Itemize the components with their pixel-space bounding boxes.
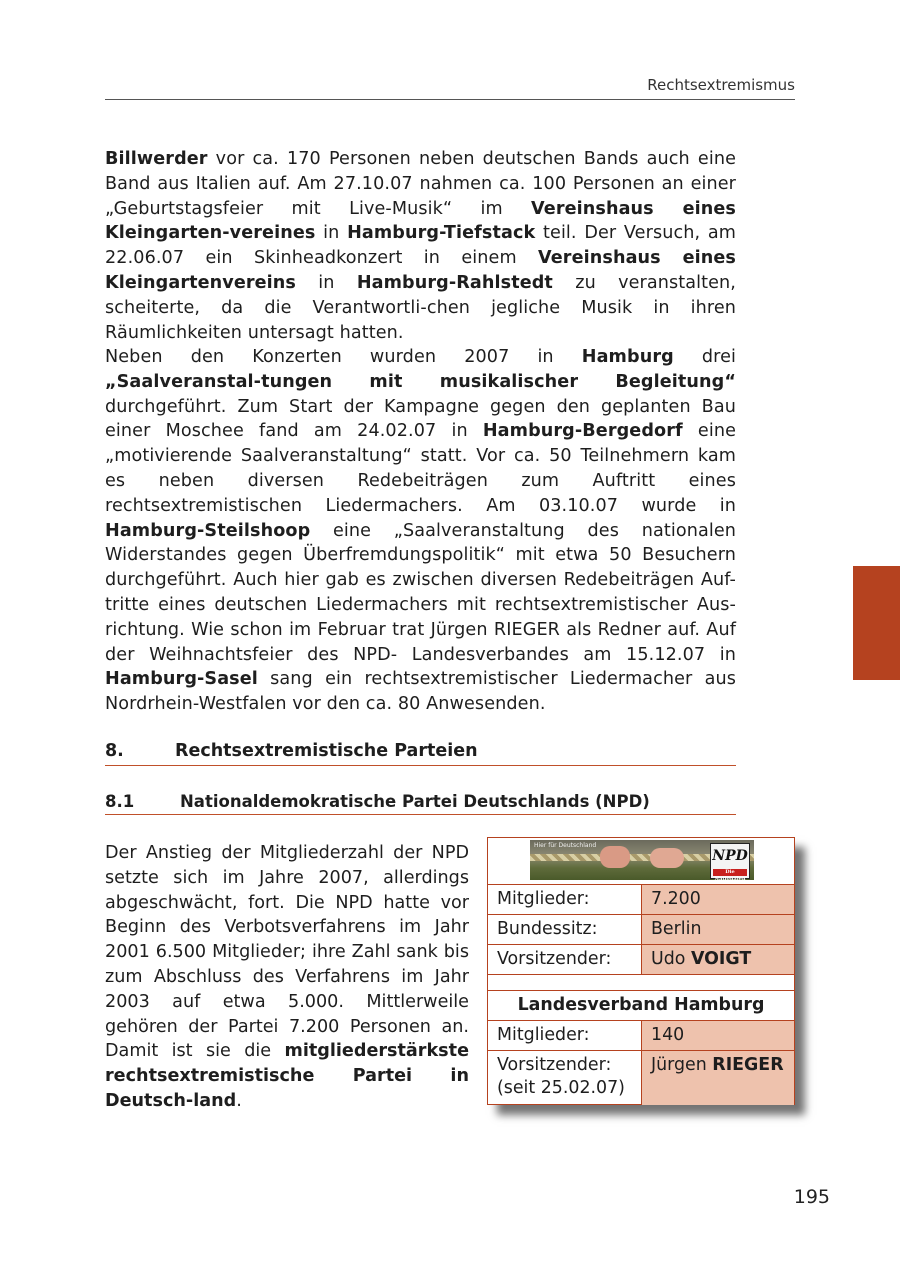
logo-subtext: Die Nationalen bbox=[714, 869, 746, 880]
npd-logo bbox=[710, 843, 750, 879]
text-run: Neben den Konzerten wurden 2007 in bbox=[105, 347, 582, 367]
bold-text-run: Hamburg-Bergedorf bbox=[482, 421, 683, 442]
bold-text-run: Hamburg-Rahlstedt bbox=[356, 272, 553, 293]
text-run: eine „motivierende Saalveranstaltung“ statt. Vor ca. 50 Teilnehmern kam es neben diversen Redebeiträgen zum Auftritt eines rechtsextremistischen Liedermachers. Am 03.10.07 wurde in bbox=[105, 421, 736, 516]
text-run: eine „Saalveranstaltung des nationalen Widerstandes gegen Überfremdungspolitik“ mit etwa 50 Besuchern durchgeführt. Auch hier gab es zwischen diversen Redebeiträgen Auf-tritte eines deutschen Liedermachers mit rechtsextremistischer Aus-richtung. Wie schon im Februar trat Jürgen RIEGER als Redner auf. Auf der Weihnachtsfeier des NPD- Landesverbandes am 15.12.07 in bbox=[105, 520, 736, 665]
regional-members-label: Mitglieder: bbox=[497, 1025, 590, 1045]
chair-value bbox=[641, 945, 794, 975]
infobox-regional-heading: Landesverband Hamburg bbox=[488, 990, 794, 1021]
text-run: . bbox=[236, 1090, 242, 1111]
bold-text-run: mitgliederstärkste rechtsextremistische Partei in Deutsch-land bbox=[105, 1041, 469, 1111]
text-run: durchgeführt. Zum Start der Kampagne gegen den geplanten Bau einer Moschee fand am 24.02.07 in bbox=[105, 396, 736, 442]
chair-first-name: Udo bbox=[651, 949, 686, 969]
regional-chair-title: Vorsitzender: bbox=[497, 1055, 612, 1075]
regional-chair-last-name: RIEGER bbox=[712, 1055, 784, 1075]
logo-text: NPD bbox=[712, 848, 748, 864]
running-head: Rechtsextremismus bbox=[105, 76, 795, 100]
hand-graphic bbox=[650, 848, 684, 868]
infobox-row-regional-members bbox=[488, 1020, 794, 1051]
text-run: drei bbox=[673, 347, 736, 367]
section-heading-8 bbox=[105, 741, 736, 766]
seat-value: Berlin bbox=[641, 915, 794, 945]
bold-text-run: Hamburg-Tiefstack bbox=[347, 223, 536, 244]
section-title: Rechtsextremistische Parteien bbox=[175, 741, 478, 761]
infobox-spacer-row bbox=[488, 974, 794, 991]
regional-chair-since: (seit 25.02.07) bbox=[497, 1078, 625, 1098]
text-run: Der Anstieg der Mitgliederzahl der NPD setzte sich im Jahre 2007, allerdings abgeschwächt, fort. Die NPD hatte vor Beginn des Verbotsverfahrens im Jahr 2001 6.500 Mitglieder; ihre Zahl sank bis zum Abschluss des Verfahrens im Jahr 2003 auf etwa 5.000. Mittlerweile gehören der Partei 7.200 Personen an. Damit ist sie die bbox=[105, 843, 469, 1062]
infobox-row-chair bbox=[488, 944, 794, 975]
seat-label: Bundessitz: bbox=[497, 919, 598, 939]
subsection-number: 8.1 bbox=[105, 792, 135, 811]
body-paragraph-concerts bbox=[105, 147, 736, 345]
chapter-tab-marker bbox=[853, 566, 900, 680]
members-label: Mitglieder: bbox=[497, 889, 590, 909]
infobox-row-seat bbox=[488, 914, 794, 945]
npd-infobox bbox=[487, 837, 795, 1105]
bold-text-run: Vereinshaus eines Kleingartenvereins bbox=[105, 248, 736, 293]
infobox-row-regional-chair bbox=[488, 1050, 794, 1105]
text-run: vor ca. 170 Personen neben deutschen Bands auch eine Band aus Italien auf. Am 27.10.07 nahmen ca. 100 Personen an einer „Geburtstagsfeier mit Live-Musik“ im bbox=[105, 149, 736, 219]
subsection-title: Nationaldemokratische Partei Deutschlands (NPD) bbox=[180, 792, 650, 811]
npd-banner-image bbox=[530, 840, 754, 880]
regional-chair-first-name: Jürgen bbox=[651, 1055, 707, 1075]
body-paragraph-saalveranstaltungen bbox=[105, 345, 736, 717]
regional-chair-label bbox=[488, 1051, 638, 1105]
bold-text-run: Hamburg-Sasel bbox=[105, 669, 258, 690]
bold-text-run: „Saalveranstal-tungen mit musikalischer Begleitung“ bbox=[105, 371, 736, 392]
text-run: teil. Der Versuch, am 22.06.07 ein Skinheadkonzert in einem bbox=[105, 223, 736, 269]
bold-text-run: Vereinshaus eines Kleingarten-vereines bbox=[105, 198, 736, 244]
banner-caption: Hier für Deutschland bbox=[534, 842, 597, 849]
text-run: in bbox=[296, 272, 357, 293]
chair-label: Vorsitzender: bbox=[497, 949, 612, 969]
infobox-row-members bbox=[488, 884, 794, 915]
text-run: zu veranstalten, scheiterte, da die Verantwortli-chen jegliche Musik in ihren Räumlichkeiten untersagt hatten. bbox=[105, 272, 737, 343]
chair-last-name: VOIGT bbox=[690, 949, 752, 969]
section-number: 8. bbox=[105, 741, 124, 761]
page-number: 195 bbox=[793, 1186, 830, 1208]
regional-members-value: 140 bbox=[641, 1021, 794, 1051]
section-heading-8-1 bbox=[105, 792, 736, 815]
bold-text-run: Billwerder bbox=[105, 149, 208, 169]
hand-graphic bbox=[600, 846, 630, 868]
text-run: sang ein rechtsextremistischer Liedermacher aus Nordrhein-Westfalen vor den ca. 80 Anwesenden. bbox=[105, 669, 736, 715]
members-value: 7.200 bbox=[641, 885, 794, 915]
bold-text-run: Hamburg-Steilshoop bbox=[105, 520, 311, 541]
body-paragraph-npd bbox=[105, 841, 469, 1114]
text-run: in bbox=[315, 223, 348, 244]
bold-text-run: Hamburg bbox=[581, 347, 674, 367]
regional-chair-value bbox=[641, 1051, 794, 1105]
